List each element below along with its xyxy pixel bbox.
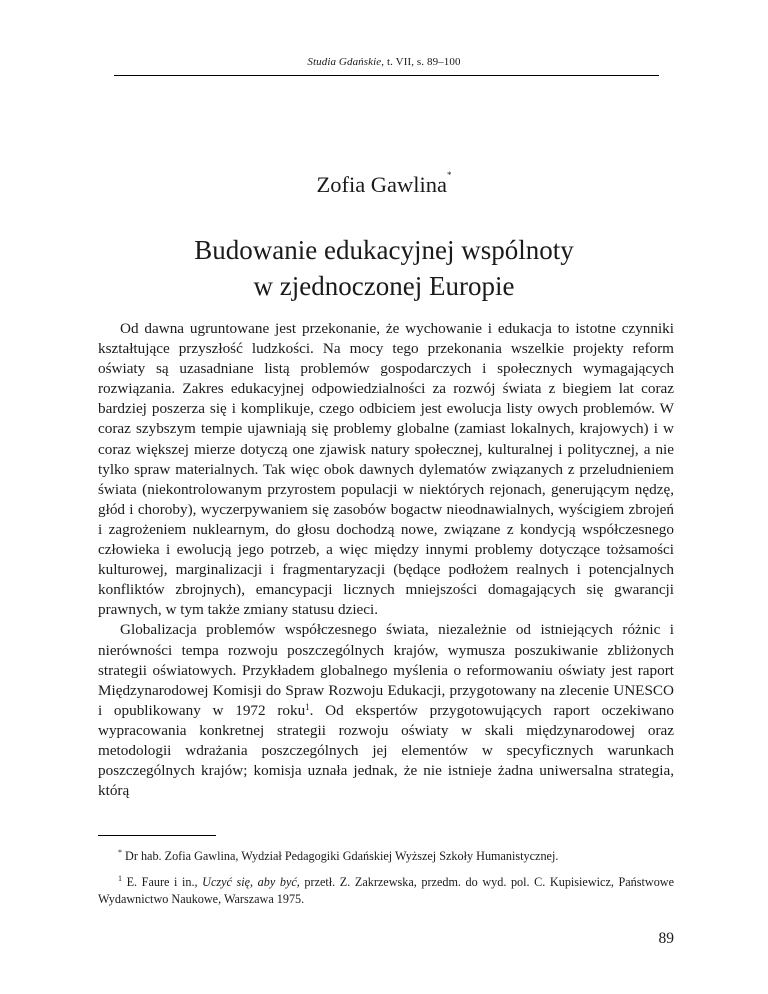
journal-title: Studia Gdańskie — [307, 56, 382, 68]
footnote-1-marker: 1 — [118, 874, 122, 883]
title-line-2: w zjednoczonej Europie — [253, 271, 515, 301]
footnote-ref-1[interactable]: 1 — [305, 701, 310, 712]
paragraph-2 — [98, 620, 674, 801]
author-footnote-marker[interactable]: * — [447, 170, 452, 180]
running-head — [0, 56, 768, 68]
footnote-star — [98, 848, 674, 865]
footnote-star-text: Dr hab. Zofia Gawlina, Wydział Pedagogiki Gdańskiej Wyższej Szkoły Humanistycznej. — [122, 849, 559, 863]
footnote-1-book-title: Uczyć się, aby być — [202, 875, 297, 889]
article-title — [0, 232, 768, 304]
footnote-rule — [98, 835, 216, 836]
paragraph-1: Od dawna ugruntowane jest przekonanie, że wychowanie i edukacja to istotne czynniki kształtujące przyszłość ludzkości. Na mocy tego przekonania wszelkie projekty reform oświaty są uzasadniane listą problemów gospodarczych i społecznych wymagających rozwiązania. Zakres edukacyjnej odpowiedzialności za rozwój świata z biegiem lat coraz bardziej poszerza się i komplikuje, czego odbiciem jest ewolucja listy owych problemów. W coraz szybszym tempie ujawniają się problemy globalne (zamiast lokalnych, krajowych) i w coraz większej mierze dotyczą one zjawisk natury społecznej, kulturalnej i politycznej, a nie tylko spraw materialnych. Tak więc obok dawnych dylematów związanych z przeludnieniem świata (niekontrolowanym przyrostem populacji w niektórych rejonach, generującym nędzę, głód i choroby), wyczerpywaniem się zasobów bogactw nieodnawialnych, wyścigiem zbrojeń i zagrożeniem nuklearnym, do głosu dochodzą nowe, związane z kondycją współczesnego człowieka i ewolucją jego potrzeb, a więc między innymi problemy dotyczące tożsamości kulturowej, marginalizacji i fragmentaryzacji (będące podłożem realnych i potencjalnych konfliktów zbrojnych), emancypacji licznych mniejszości domagających się gwarancji prawnych, w tym także zmiany statusu dzieci. — [98, 320, 674, 619]
page-number: 89 — [658, 930, 674, 947]
paragraph-2-part-1: Globalizacja problemów współczesnego świata, niezależnie od istniejących różnic i nierówności tempa rozwoju poszczególnych krajów, wymusza poszukiwanie zbliżonych strategii oświatowych. Przykładem globalnego myślenia o reformowaniu oświaty jest raport Międzynarodowej Komisji do Spraw Rozwoju Edukacji, przygotowany na zlecenie UNESCO i opublikowany w 1972 roku — [98, 621, 674, 719]
article-body — [98, 319, 674, 801]
header-rule — [114, 75, 659, 76]
footnote-1-text-a: E. Faure i in., — [122, 875, 203, 889]
footnote-1-text-b: , przetł. Z. Zakrzewska, przedm. do wyd. pol. C. Kupisiewicz, Państwowe Wydawnictwo Naukowe, Warszawa 1975. — [98, 875, 674, 906]
footnote-1 — [98, 874, 674, 908]
paragraph-2-part-2: . Od ekspertów przygotowujących raport oczekiwano wypracowania konkretnej strategii rozwoju oświaty w skali międzynarodowej oraz metodologii wdrażania poszczególnych jej elementów w specyficznych warunkach poszczególnych krajów; komisja uznała jednak, że nie istnieje żadna uniwersalna strategia, którą — [98, 701, 674, 800]
title-line-1: Budowanie edukacyjnej wspólnoty — [194, 235, 574, 265]
footnotes — [98, 848, 674, 917]
author-line — [0, 170, 768, 198]
footnote-star-marker: * — [118, 848, 122, 857]
author-name: Zofia Gawlina — [316, 172, 448, 197]
journal-details: , t. VII, s. 89–100 — [381, 56, 461, 68]
